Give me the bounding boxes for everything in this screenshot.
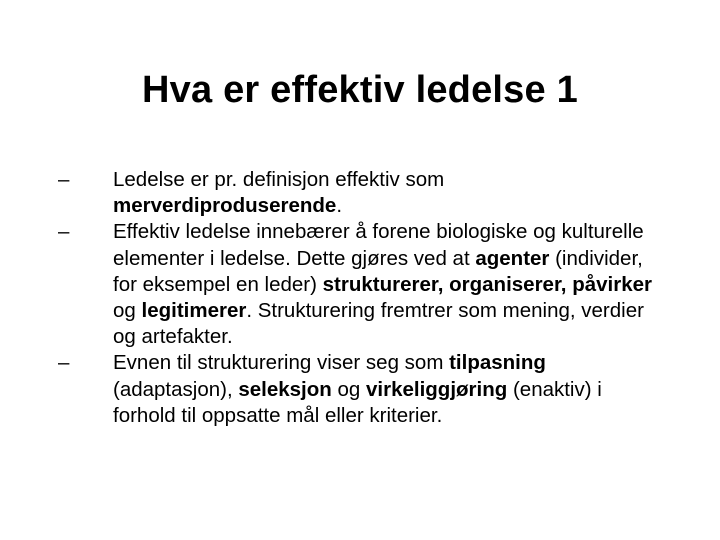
bullet-dash-icon: – [58, 168, 70, 191]
bullet-text: Evnen til strukturering viser seg som tilpasning (adaptasjon), seleksjon og virkeliggjøring (enaktiv) i forhold til oppsatte mål eller kriterier. [113, 351, 602, 427]
bullet-list [58, 167, 658, 429]
bullet-text: Ledelse er pr. definisjon effektiv som merverdiproduserende. [113, 168, 445, 218]
bullet-item [58, 350, 658, 429]
bullet-text: Effektiv ledelse innebærer å forene biologiske og kulturelle elementer i ledelse. Dette gjøres ved at agenter (individer, for eksempel en leder) strukturerer, organiserer, påvirker og legitimerer. Strukturering fremtrer som mening, verdier og artefakter. [113, 220, 652, 349]
slide-title: Hva er effektiv ledelse 1 [142, 69, 578, 111]
bullet-item [58, 219, 658, 350]
bullet-dash-icon: – [58, 220, 70, 244]
bullet-item [58, 167, 658, 219]
bullet-dash-icon: – [58, 351, 70, 375]
